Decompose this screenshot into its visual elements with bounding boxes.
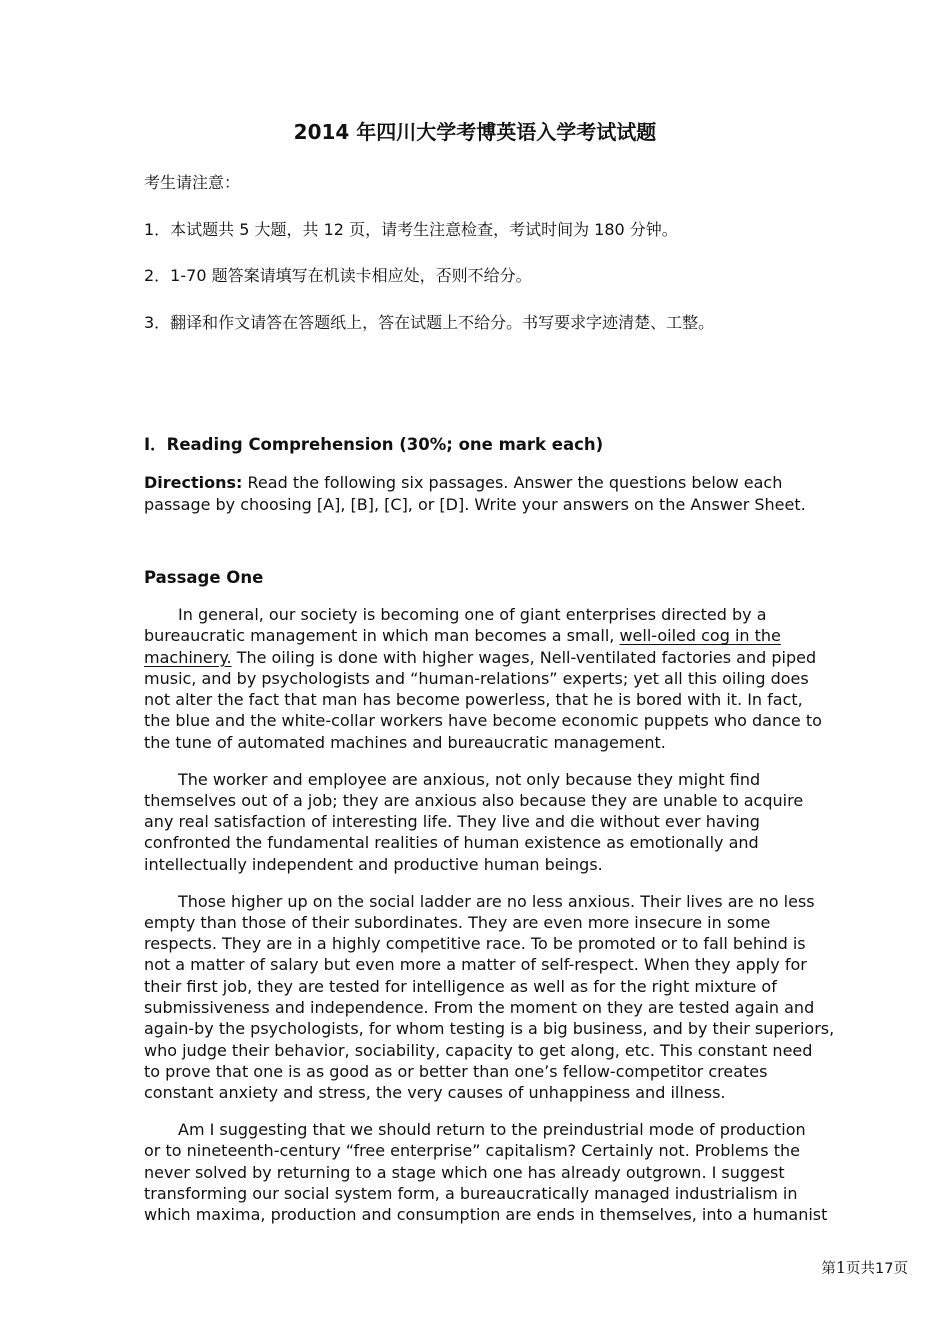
p3-line: who judge their behavior, sociability, capacity to get along, etc. This constant need [144, 1040, 813, 1060]
p3-line: not a matter of salary but even more a matter of self-respect. When they apply for [144, 955, 807, 975]
underlined-phrase-part-1: well-oiled cog in the [619, 626, 781, 646]
footer-middle: 页共 [846, 1261, 876, 1277]
p2-line: themselves out of a job; they are anxious also because they are unable to acquire [144, 790, 804, 810]
page-footer [821, 1257, 908, 1278]
p4-line: transforming our social system form, a bureaucratically managed industrialism in [144, 1183, 798, 1203]
paragraph-4 [144, 1119, 828, 1225]
p1-line-6: the blue and the white-collar workers have become economic puppets who dance to [144, 711, 822, 731]
directions-line-2: passage by choosing [A], [B], [C], or [D]. Write your answers on the Answer Sheet. [144, 494, 806, 514]
passage-heading: Passage One [144, 568, 264, 587]
p4-line: which maxima, production and consumption are ends in themselves, into a humanist [144, 1205, 828, 1225]
p2-line: The worker and employee are anxious, not only because they might find [178, 769, 761, 789]
total-pages: 17 [875, 1261, 894, 1277]
p2-line: confronted the fundamental realities of human existence as emotionally and [144, 833, 759, 853]
p2-line: any real satisfaction of interesting life. They live and die without ever having [144, 812, 760, 832]
p1-line-2 [144, 625, 824, 646]
p1-line-7: the tune of automated machines and bureaucratic management. [144, 732, 666, 752]
directions [144, 472, 804, 515]
p3-line: respects. They are in a highly competitive race. To be promoted or to fall behind is [144, 934, 806, 954]
footer-prefix: 第 [821, 1261, 836, 1277]
notice-item-1: 1．本试题共 5 大题，共 12 页，请考生注意检查，考试时间为 180 分钟。 [144, 220, 678, 239]
paragraph-3 [144, 891, 835, 1104]
paragraph-2 [144, 769, 824, 875]
page-title: 2014 年四川大学考博英语入学考试试题 [293, 120, 657, 144]
p3-line: submissiveness and independence. From the moment on they are tested again and [144, 998, 815, 1018]
p1-line-4: music, and by psychologists and “human-relations” experts; yet all this oiling does [144, 668, 809, 688]
underlined-phrase-part-2: machinery. [144, 647, 232, 667]
directions-line-1 [144, 472, 804, 494]
p1-line-1: In general, our society is becoming one of giant enterprises directed by a [178, 605, 767, 624]
p3-line: constant anxiety and stress, the very causes of unhappiness and illness. [144, 1083, 726, 1103]
p3-line: their first job, they are tested for intelligence as well as for the right mixture of [144, 976, 777, 996]
p4-line: never solved by returning to a stage which one has already outgrown. I suggest [144, 1162, 785, 1182]
p3-line: empty than those of their subordinates. They are even more insecure in some [144, 912, 771, 932]
paragraph-1 [144, 604, 824, 753]
directions-text-1: Read the following six passages. Answer the questions below each [242, 473, 783, 492]
p1-line-3-text: The oiling is done with higher wages, Nell-ventilated factories and piped [231, 647, 817, 667]
p1-line-5: not alter the fact that man has become powerless, that he is bored with it. In fact, [144, 690, 803, 710]
p4-line: Am I suggesting that we should return to the preindustrial mode of production [178, 1120, 806, 1140]
footer-suffix: 页 [893, 1261, 908, 1277]
notice-heading: 考生请注意： [144, 173, 241, 192]
directions-label: Directions: [144, 473, 243, 492]
notice-item-2: 2．1-70 题答案请填写在机读卡相应处，否则不给分。 [144, 266, 532, 285]
p3-line: to prove that one is as good as or better than one’s fellow-competitor creates [144, 1061, 768, 1081]
page-number: 1 [835, 1258, 847, 1277]
p2-line: intellectually independent and productive human beings. [144, 854, 603, 874]
p3-line: again-by the psychologists, for whom testing is a big business, and by their superiors, [144, 1019, 835, 1039]
section-heading: I．Reading Comprehension (30%; one mark each) [144, 435, 604, 454]
p1-line-2-text: bureaucratic management in which man becomes a small, [144, 626, 620, 646]
passage-body [144, 604, 835, 1241]
p3-line: Those higher up on the social ladder are no less anxious. Their lives are no less [178, 891, 815, 911]
p4-line: or to nineteenth-century “free enterprise” capitalism? Certainly not. Problems the [144, 1141, 800, 1161]
p1-line-3 [144, 647, 824, 668]
notice-item-3: 3．翻译和作文请答在答题纸上，答在试题上不给分。书写要求字迹清楚、工整。 [144, 313, 715, 332]
